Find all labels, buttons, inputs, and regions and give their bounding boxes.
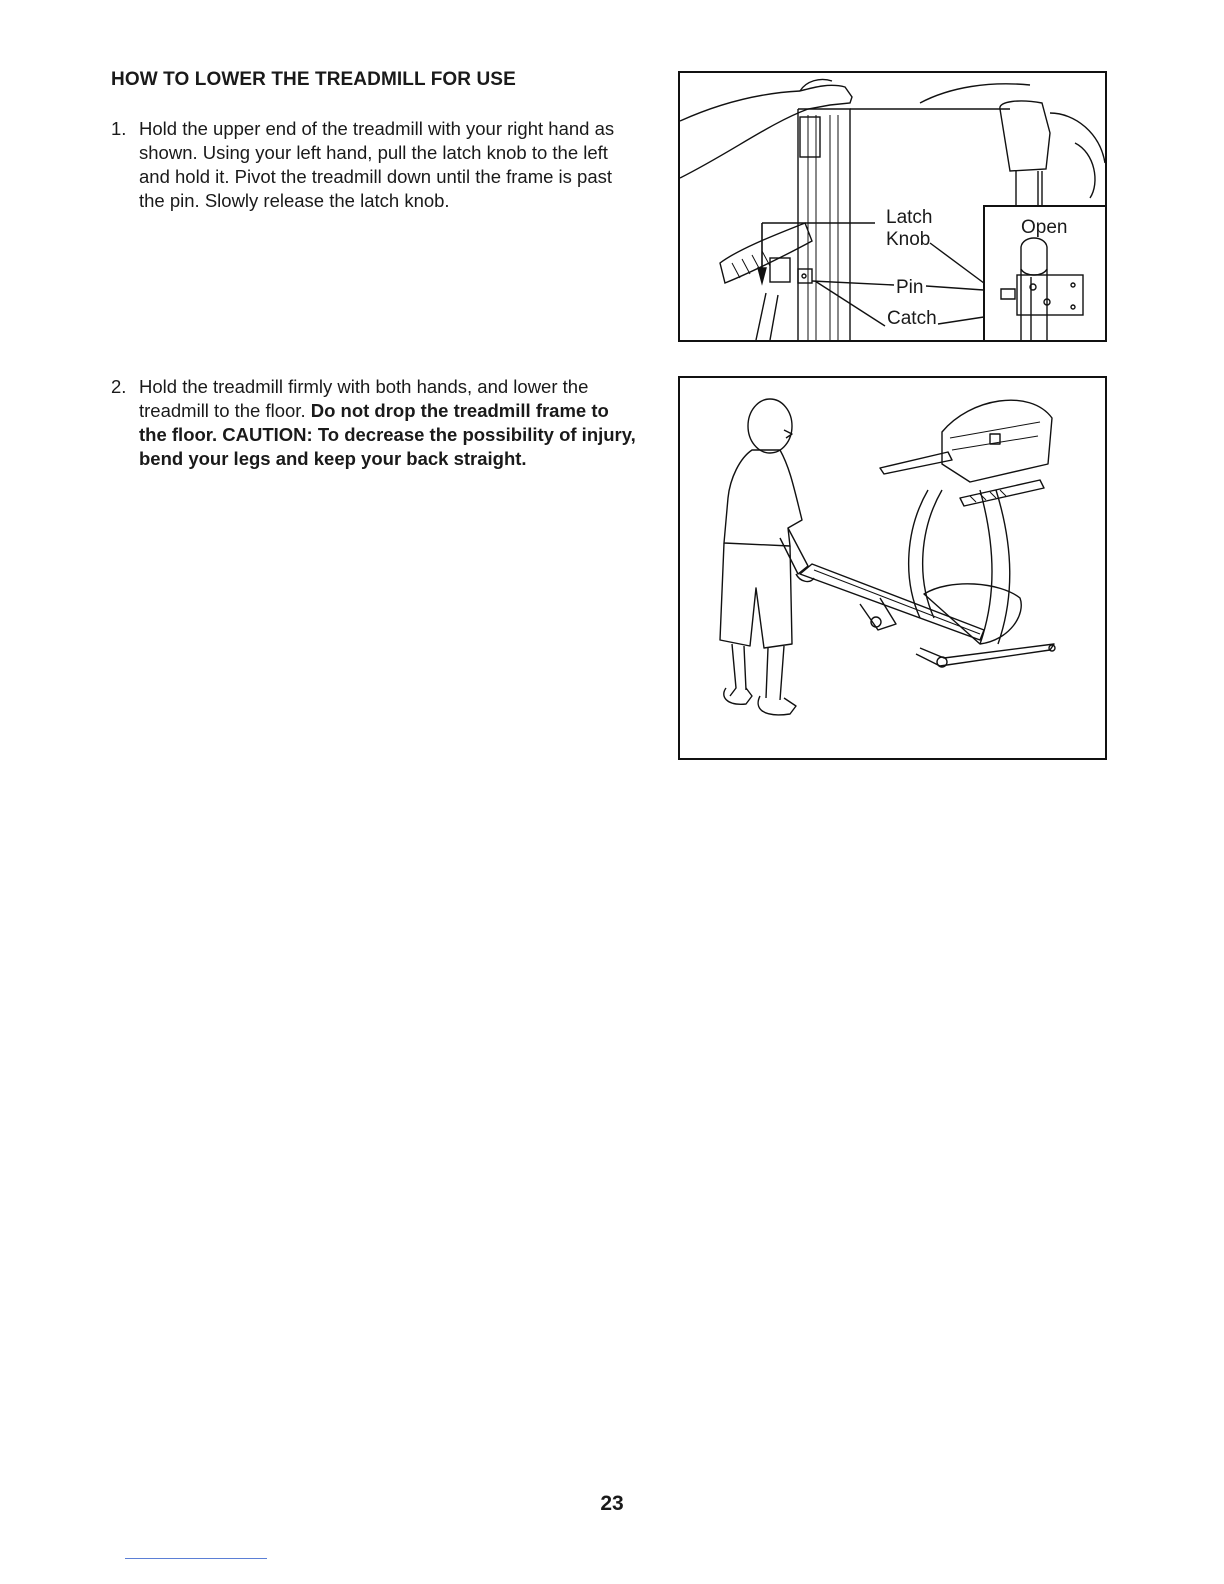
latch-illustration [678, 71, 1107, 342]
open-detail-inset [983, 205, 1107, 342]
footer-rule [125, 1558, 267, 1559]
step-text-block [139, 375, 641, 471]
instruction-step-2 [111, 375, 641, 471]
step-text: Hold the treadmill firmly with both hands, and lower the treadmill to the floor. [139, 376, 589, 421]
section-heading: HOW TO LOWER THE TREADMILL FOR USE [111, 69, 516, 90]
caution-text: Do not drop the treadmill frame to the floor. CAUTION: To decrease the possibility of injury, bend your legs and keep your back straight. [139, 400, 636, 469]
step-text: Hold the upper end of the treadmill with your right hand as shown. Using your left hand, pull the latch knob to the left and hold it. Pivot the treadmill down until the frame is past the pin. Slowly release the latch knob. [139, 118, 615, 211]
open-label: Open [1021, 217, 1068, 238]
step-number: 1. [111, 118, 127, 139]
open-detail-drawing [985, 207, 1107, 342]
person-lowering-treadmill-drawing [680, 378, 1105, 758]
pin-label: Pin [896, 277, 924, 298]
instruction-step-1 [111, 117, 641, 213]
knob-label: Knob [886, 229, 931, 250]
latch-label: Latch [886, 207, 933, 228]
page-number: 23 [600, 1492, 624, 1515]
catch-label: Catch [887, 308, 937, 329]
step-number: 2. [111, 376, 127, 397]
lowering-treadmill-illustration [678, 376, 1107, 760]
